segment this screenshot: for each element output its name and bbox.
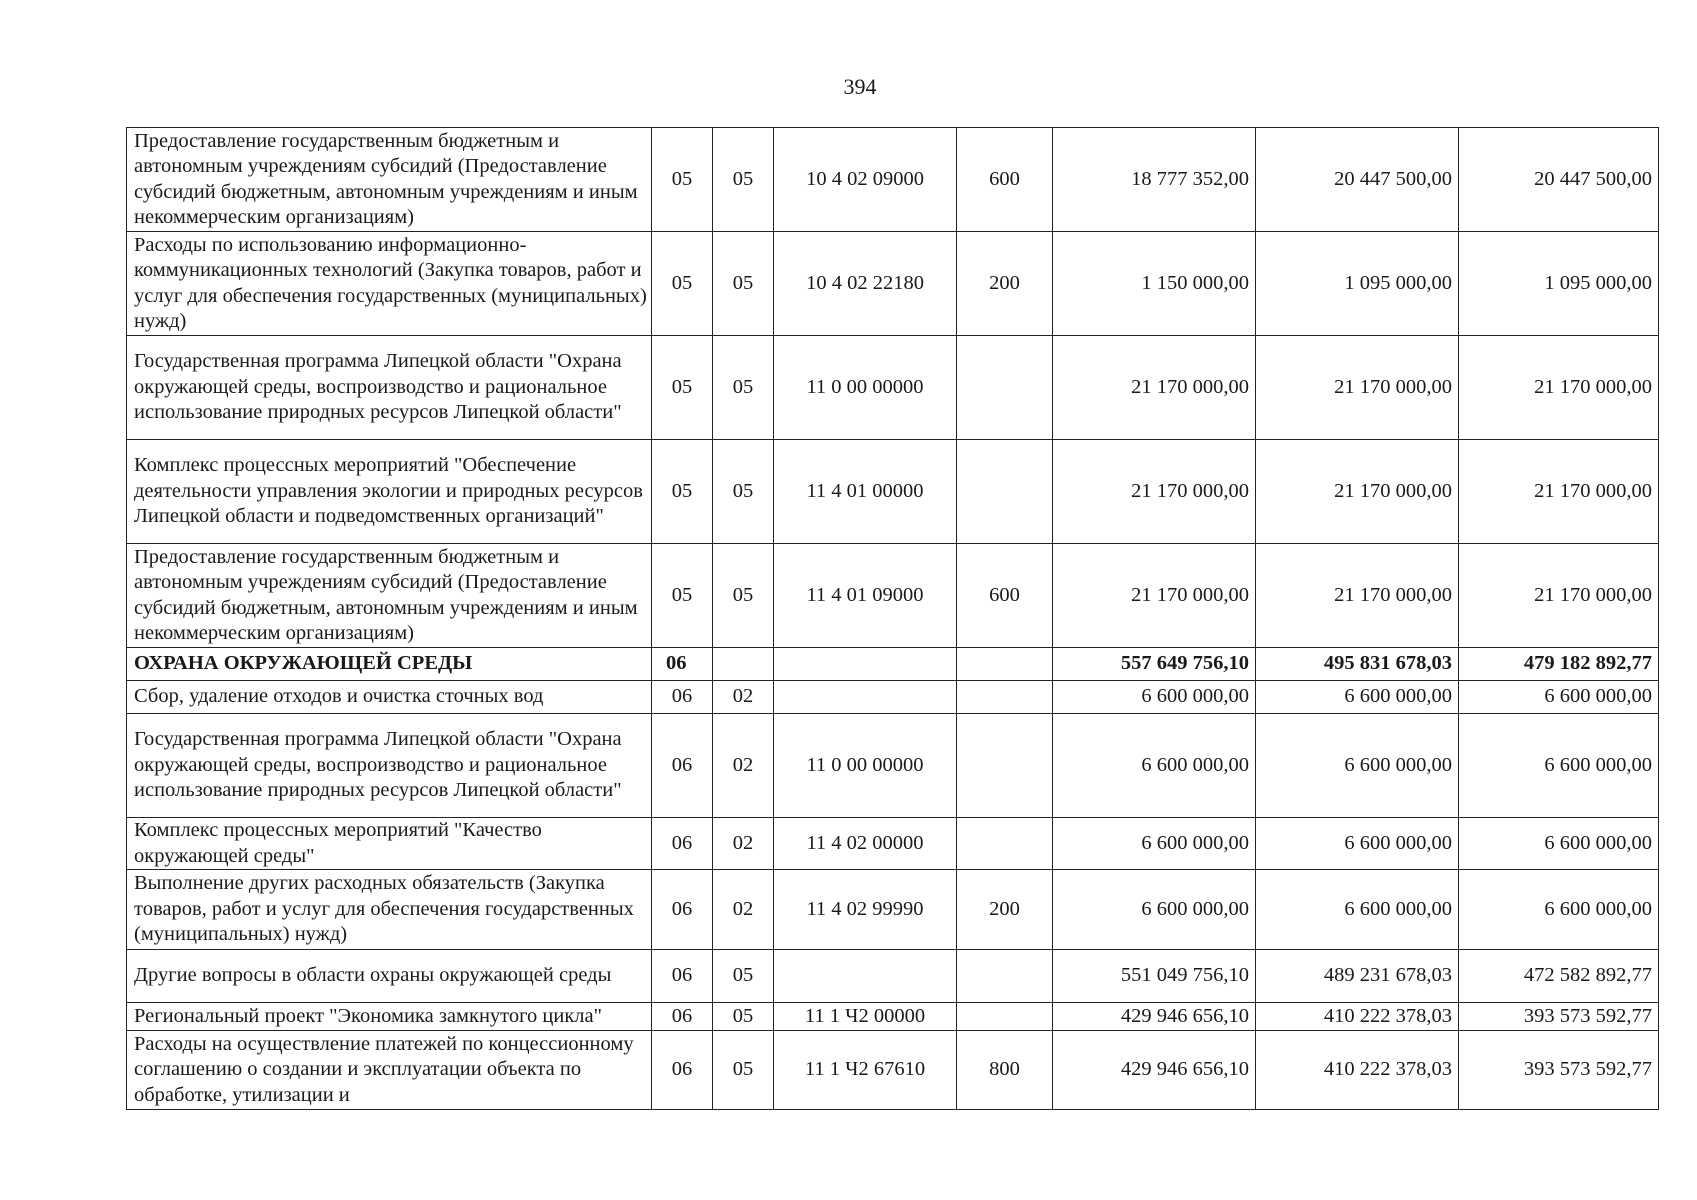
cell-amount-year-1: 6 600 000,00	[1053, 681, 1256, 714]
cell-target-article: 10 4 02 09000	[774, 128, 957, 232]
cell-amount-year-2: 6 600 000,00	[1256, 714, 1459, 818]
cell-name: Выполнение других расходных обязательств (Закупка товаров, работ и услуг для обеспечения государственных (муниципальных) нужд)	[127, 870, 652, 950]
cell-amount-year-2: 6 600 000,00	[1256, 870, 1459, 950]
table-row	[127, 1003, 1659, 1031]
cell-target-article: 11 4 02 99990	[774, 870, 957, 950]
cell-amount-year-1: 18 777 352,00	[1053, 128, 1256, 232]
cell-name: Другие вопросы в области охраны окружающей среды	[127, 950, 652, 1003]
cell-name: ОХРАНА ОКРУЖАЮЩЕЙ СРЕДЫ	[127, 648, 652, 681]
cell-target-article: 11 1 Ч2 00000	[774, 1003, 957, 1031]
cell-section: 06	[652, 870, 713, 950]
cell-section: 06	[652, 950, 713, 1003]
cell-expense-type	[957, 714, 1053, 818]
cell-amount-year-3: 6 600 000,00	[1459, 714, 1659, 818]
table-row	[127, 950, 1659, 1003]
cell-amount-year-2: 21 170 000,00	[1256, 336, 1459, 440]
cell-section: 06	[652, 818, 713, 870]
cell-subsection: 05	[713, 544, 774, 648]
cell-amount-year-2: 410 222 378,03	[1256, 1003, 1459, 1031]
cell-amount-year-1: 6 600 000,00	[1053, 818, 1256, 870]
cell-section: 05	[652, 440, 713, 544]
cell-subsection: 02	[713, 870, 774, 950]
cell-expense-type: 600	[957, 544, 1053, 648]
cell-amount-year-2: 6 600 000,00	[1256, 681, 1459, 714]
cell-amount-year-3: 21 170 000,00	[1459, 544, 1659, 648]
cell-target-article	[774, 648, 957, 681]
cell-subsection: 05	[713, 1003, 774, 1031]
cell-amount-year-1: 6 600 000,00	[1053, 714, 1256, 818]
cell-expense-type	[957, 336, 1053, 440]
cell-amount-year-3: 472 582 892,77	[1459, 950, 1659, 1003]
cell-amount-year-2: 21 170 000,00	[1256, 544, 1459, 648]
table-row	[127, 128, 1659, 232]
cell-amount-year-1: 429 946 656,10	[1053, 1003, 1256, 1031]
table-row	[127, 870, 1659, 950]
cell-amount-year-3: 6 600 000,00	[1459, 870, 1659, 950]
cell-expense-type	[957, 681, 1053, 714]
cell-amount-year-1: 551 049 756,10	[1053, 950, 1256, 1003]
cell-amount-year-2: 495 831 678,03	[1256, 648, 1459, 681]
cell-amount-year-3: 21 170 000,00	[1459, 440, 1659, 544]
cell-name: Государственная программа Липецкой области "Охрана окружающей среды, воспроизводство и рациональное использование природных ресурсов Липецкой области"	[127, 714, 652, 818]
cell-section: 06	[652, 648, 713, 681]
table-row	[127, 336, 1659, 440]
cell-target-article	[774, 950, 957, 1003]
cell-amount-year-1: 429 946 656,10	[1053, 1031, 1256, 1110]
cell-expense-type	[957, 440, 1053, 544]
cell-name: Региональный проект "Экономика замкнутого цикла"	[127, 1003, 652, 1031]
cell-amount-year-3: 6 600 000,00	[1459, 681, 1659, 714]
cell-subsection: 05	[713, 1031, 774, 1110]
budget-table	[126, 127, 1659, 1110]
table-row	[127, 232, 1659, 336]
cell-amount-year-2: 489 231 678,03	[1256, 950, 1459, 1003]
table-row	[127, 818, 1659, 870]
cell-name: Предоставление государственным бюджетным и автономным учреждениям субсидий (Предоставление субсидий бюджетным, автономным учреждениям и иным некоммерческим организациям)	[127, 128, 652, 232]
cell-target-article: 11 1 Ч2 67610	[774, 1031, 957, 1110]
cell-amount-year-2: 1 095 000,00	[1256, 232, 1459, 336]
table-row	[127, 440, 1659, 544]
cell-name: Расходы по использованию информационно-коммуникационных технологий (Закупка товаров, работ и услуг для обеспечения государственных (муниципальных) нужд)	[127, 232, 652, 336]
cell-expense-type	[957, 818, 1053, 870]
table-row	[127, 1031, 1659, 1110]
cell-section: 05	[652, 544, 713, 648]
cell-name: Комплекс процессных мероприятий "Качество окружающей среды"	[127, 818, 652, 870]
cell-section: 06	[652, 681, 713, 714]
cell-amount-year-2: 410 222 378,03	[1256, 1031, 1459, 1110]
cell-amount-year-1: 557 649 756,10	[1053, 648, 1256, 681]
cell-section: 05	[652, 336, 713, 440]
cell-target-article: 11 4 01 09000	[774, 544, 957, 648]
cell-amount-year-1: 1 150 000,00	[1053, 232, 1256, 336]
cell-expense-type: 200	[957, 232, 1053, 336]
cell-subsection: 05	[713, 336, 774, 440]
cell-amount-year-3: 479 182 892,77	[1459, 648, 1659, 681]
cell-subsection: 05	[713, 128, 774, 232]
cell-amount-year-3: 393 573 592,77	[1459, 1003, 1659, 1031]
cell-expense-type	[957, 648, 1053, 681]
cell-amount-year-3: 393 573 592,77	[1459, 1031, 1659, 1110]
cell-section: 06	[652, 1031, 713, 1110]
table-row	[127, 648, 1659, 681]
cell-target-article	[774, 681, 957, 714]
cell-amount-year-1: 21 170 000,00	[1053, 544, 1256, 648]
cell-amount-year-3: 6 600 000,00	[1459, 818, 1659, 870]
cell-expense-type: 200	[957, 870, 1053, 950]
cell-expense-type: 600	[957, 128, 1053, 232]
cell-target-article: 11 4 02 00000	[774, 818, 957, 870]
cell-amount-year-3: 1 095 000,00	[1459, 232, 1659, 336]
cell-subsection: 05	[713, 440, 774, 544]
cell-subsection: 02	[713, 681, 774, 714]
table-row	[127, 714, 1659, 818]
cell-subsection: 02	[713, 818, 774, 870]
cell-name: Расходы на осуществление платежей по концессионному соглашению о создании и эксплуатации объекта по обработке, утилизации и	[127, 1031, 652, 1110]
cell-amount-year-3: 20 447 500,00	[1459, 128, 1659, 232]
cell-expense-type	[957, 950, 1053, 1003]
cell-expense-type	[957, 1003, 1053, 1031]
cell-amount-year-2: 21 170 000,00	[1256, 440, 1459, 544]
cell-subsection: 05	[713, 232, 774, 336]
cell-amount-year-2: 6 600 000,00	[1256, 818, 1459, 870]
cell-subsection: 05	[713, 950, 774, 1003]
cell-subsection: 02	[713, 714, 774, 818]
cell-name: Сбор, удаление отходов и очистка сточных вод	[127, 681, 652, 714]
cell-name: Комплекс процессных мероприятий "Обеспечение деятельности управления экологии и природных ресурсов Липецкой области и подведомственных организаций"	[127, 440, 652, 544]
cell-section: 05	[652, 232, 713, 336]
cell-section: 06	[652, 1003, 713, 1031]
cell-section: 05	[652, 128, 713, 232]
cell-expense-type: 800	[957, 1031, 1053, 1110]
cell-target-article: 11 4 01 00000	[774, 440, 957, 544]
cell-name: Предоставление государственным бюджетным и автономным учреждениям субсидий (Предоставление субсидий бюджетным, автономным учреждениям и иным некоммерческим организациям)	[127, 544, 652, 648]
cell-amount-year-1: 21 170 000,00	[1053, 336, 1256, 440]
cell-amount-year-3: 21 170 000,00	[1459, 336, 1659, 440]
cell-amount-year-1: 6 600 000,00	[1053, 870, 1256, 950]
cell-amount-year-2: 20 447 500,00	[1256, 128, 1459, 232]
cell-section: 06	[652, 714, 713, 818]
table-row	[127, 544, 1659, 648]
table-row	[127, 681, 1659, 714]
page-number: 394	[843, 74, 877, 99]
cell-target-article: 11 0 00 00000	[774, 336, 957, 440]
cell-target-article: 11 0 00 00000	[774, 714, 957, 818]
cell-name: Государственная программа Липецкой области "Охрана окружающей среды, воспроизводство и рациональное использование природных ресурсов Липецкой области"	[127, 336, 652, 440]
cell-amount-year-1: 21 170 000,00	[1053, 440, 1256, 544]
cell-subsection	[713, 648, 774, 681]
table-body	[127, 128, 1659, 1110]
cell-target-article: 10 4 02 22180	[774, 232, 957, 336]
